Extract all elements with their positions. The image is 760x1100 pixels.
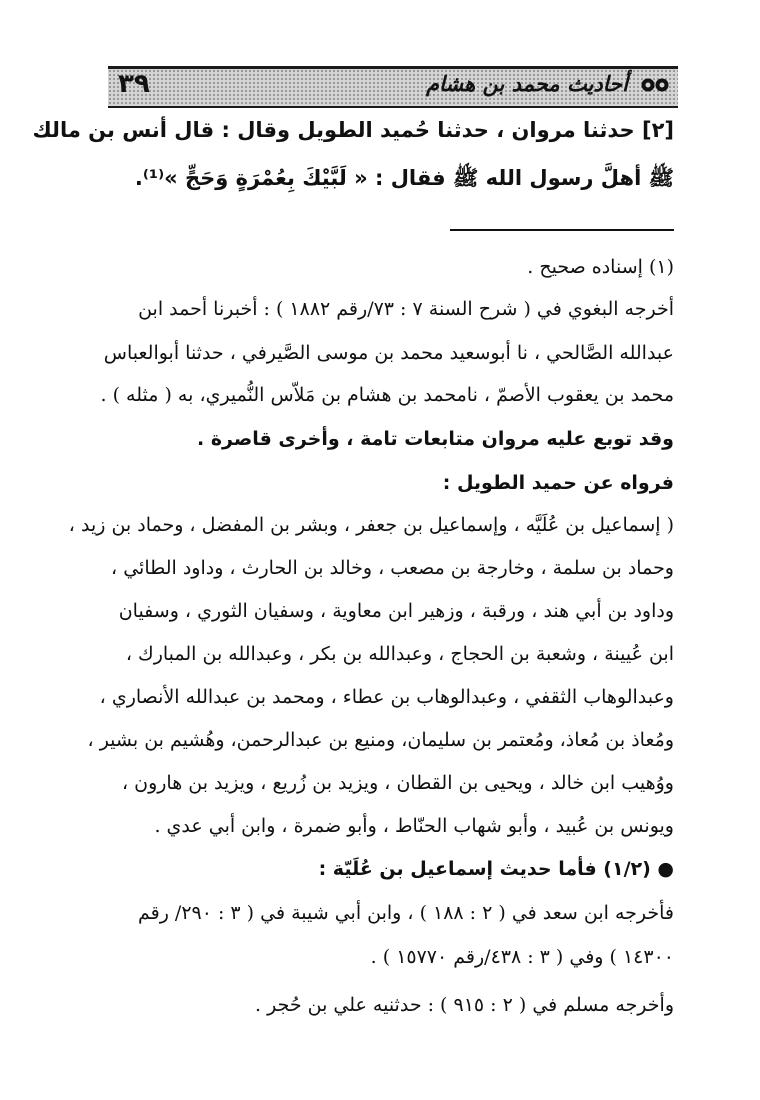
section-line: فأخرجه ابن سعد في ( ٢ : ١٨٨ ) ، وابن أبي شيبة في ( ٣ : ٢٩٠/ رقم xyxy=(137,902,674,924)
section-line: وأخرجه مسلم في ( ٢ : ٩١٥ ) : حدثنيه علي بن حُجر . xyxy=(255,994,674,1016)
narrators-heading: فرواه عن حميد الطويل : xyxy=(442,472,674,494)
ornament-icon xyxy=(640,77,670,93)
narrator-line: ويونس بن عُبيد ، وأبو شهاب الحنّاط ، وأبو ضمرة ، وابن أبي عدي . xyxy=(154,815,674,837)
section-line: ١٤٣٠٠ ) وفي ( ٣ : ٤٣٨/رقم ١٥٧٧٠ ) . xyxy=(370,946,674,968)
footnote-line: (١) إسناده صحيح . xyxy=(527,256,674,278)
hadith-line: ﷺ أهلَّ رسول الله ﷺ فقال : « لَبَّيْكَ بِعُمْرَةٍ وَحَجٍّ »⁽¹⁾. xyxy=(134,166,674,190)
narrator-line: ومُعاذ بن مُعاذ، ومُعتمر بن سليمان، ومنيع بن عبدالرحمن، وهُشيم بن بشير ، xyxy=(87,729,674,751)
footnote-separator xyxy=(450,229,674,231)
narrator-line: ( إسماعيل بن عُلَيَّه ، وإسماعيل بن جعفر ، وبشر بن المفضل ، وحماد بن زيد ، xyxy=(68,514,674,536)
footnote-line: عبدالله الصَّالحي ، نا أبوسعيد محمد بن موسى الصَّيرفي ، حدثنا أبوالعباس xyxy=(103,342,674,364)
narrator-line: وحماد بن سلمة ، وخارجة بن مصعب ، وخالد بن الحارث ، وداود الطائي ، xyxy=(111,557,674,579)
footnote-line: محمد بن يعقوب الأصمّ ، نامحمد بن هشام بن مَلاّس النُّميري، به ( مثله ) . xyxy=(100,384,674,406)
page-number: ٣٩ xyxy=(118,69,150,99)
hadith-line: [٢] حدثنا مروان ، حدثنا حُميد الطويل وقال : قال أنس بن مالك xyxy=(32,118,674,142)
footnote-line: أخرجه البغوي في ( شرح السنة ٧ : ٧٣/رقم ١٨٨٢ ) : أخبرنا أحمد ابن xyxy=(138,298,674,320)
narrator-line: ابن عُيينة ، وشعبة بن الحجاج ، وعبدالله بن بكر ، وعبدالله بن المبارك ، xyxy=(125,643,674,665)
narrator-line: وعبدالوهاب الثقفي ، وعبدالوهاب بن عطاء ، ومحمد بن عبدالله الأنصاري ، xyxy=(99,686,674,708)
bold-note: وقد توبع عليه مروان متابعات تامة ، وأخرى قاصرة . xyxy=(196,428,674,450)
narrator-line: ووُهيب ابن خالد ، ويحيى بن القطان ، ويزيد بن زُريع ، ويزيد بن هارون ، xyxy=(121,772,674,794)
running-title: أحاديث محمد بن هشام xyxy=(426,72,628,96)
section-heading: ● (١/٢) فأما حديث إسماعيل بن عُلَيّة : xyxy=(318,858,674,880)
narrator-line: وداود بن أبي هند ، ورقبة ، وزهير ابن معاوية ، وسفيان الثوري ، وسفيان xyxy=(118,600,674,622)
